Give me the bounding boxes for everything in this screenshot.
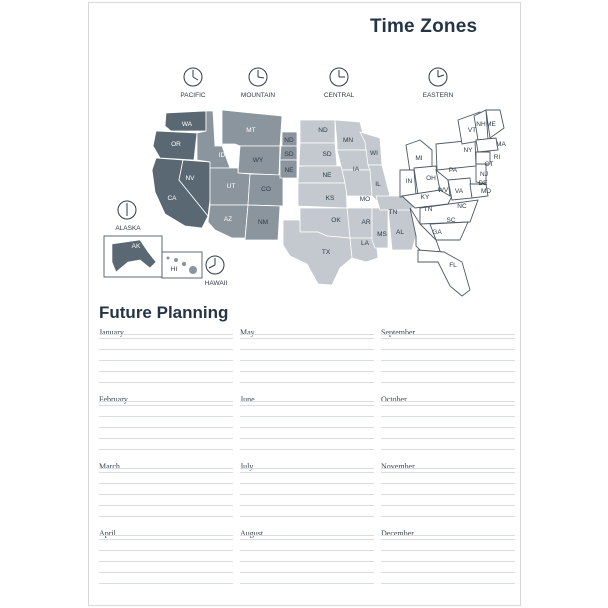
svg-text:NV: NV — [185, 175, 195, 182]
svg-text:KS: KS — [325, 195, 335, 202]
svg-text:OH: OH — [426, 175, 436, 182]
svg-text:VA: VA — [454, 188, 464, 195]
writing-line — [99, 535, 233, 536]
month-label: December — [381, 529, 414, 538]
writing-line — [240, 468, 374, 469]
writing-line — [381, 371, 515, 372]
svg-text:LA: LA — [361, 240, 369, 247]
writing-line — [99, 349, 233, 350]
writing-line — [99, 539, 233, 540]
writing-line — [99, 371, 233, 372]
writing-line — [99, 472, 233, 473]
svg-text:MO: MO — [359, 196, 371, 203]
writing-line — [381, 468, 515, 469]
writing-line — [381, 472, 515, 473]
writing-line — [381, 349, 515, 350]
writing-line — [99, 449, 233, 450]
writing-line — [240, 449, 374, 450]
svg-text:TN: TN — [388, 209, 398, 216]
writing-line — [240, 405, 374, 406]
svg-text:GA: GA — [432, 229, 442, 236]
svg-text:MA: MA — [496, 141, 506, 148]
writing-line — [381, 405, 515, 406]
month-block-november — [381, 462, 515, 524]
svg-text:AR: AR — [361, 219, 371, 226]
writing-line — [240, 516, 374, 517]
eastern-zone-label: EASTERN — [422, 92, 454, 99]
writing-line — [381, 561, 515, 562]
writing-line — [99, 516, 233, 517]
month-label: July — [240, 462, 254, 471]
month-block-february — [99, 395, 233, 457]
writing-line — [99, 550, 233, 551]
writing-line — [240, 360, 374, 361]
writing-line — [240, 338, 374, 339]
svg-text:WA: WA — [181, 121, 193, 128]
writing-line — [381, 483, 515, 484]
svg-text:TN: TN — [423, 206, 433, 213]
writing-line — [381, 416, 515, 417]
pacific-zone-label: PACIFIC — [180, 92, 206, 99]
writing-line — [99, 505, 233, 506]
month-label: June — [240, 395, 255, 404]
svg-text:MI: MI — [415, 155, 423, 162]
writing-line — [381, 535, 515, 536]
writing-line — [240, 427, 374, 428]
central-zone-label: CENTRAL — [323, 92, 355, 99]
svg-text:NE: NE — [322, 172, 332, 179]
writing-line — [240, 583, 374, 584]
mountain-zone-label: MOUNTAIN — [240, 92, 276, 99]
writing-line — [99, 334, 233, 335]
month-block-january — [99, 328, 233, 390]
svg-text:CT: CT — [484, 161, 494, 168]
writing-line — [240, 550, 374, 551]
writing-line — [381, 516, 515, 517]
writing-line — [381, 494, 515, 495]
svg-text:NC: NC — [457, 203, 467, 210]
month-label: May — [240, 328, 255, 337]
svg-text:NY: NY — [463, 147, 473, 154]
writing-line — [99, 416, 233, 417]
hawaii-zone-label: HAWAII — [204, 280, 228, 287]
svg-text:IA: IA — [352, 166, 360, 173]
svg-text:ND: ND — [318, 127, 328, 134]
month-label: April — [99, 529, 116, 538]
svg-text:AL: AL — [396, 229, 404, 236]
svg-text:AZ: AZ — [223, 216, 233, 223]
month-block-december — [381, 529, 515, 591]
svg-text:OK: OK — [331, 217, 341, 224]
writing-line — [99, 572, 233, 573]
writing-line — [381, 334, 515, 335]
svg-text:SC: SC — [446, 217, 456, 224]
alaska-zone-label: ALASKA — [115, 225, 141, 232]
writing-line — [381, 449, 515, 450]
svg-text:ME: ME — [486, 121, 496, 128]
writing-line — [99, 427, 233, 428]
writing-line — [99, 494, 233, 495]
svg-text:NH: NH — [476, 121, 486, 128]
svg-text:VT: VT — [467, 127, 477, 134]
writing-line — [240, 535, 374, 536]
month-block-june — [240, 395, 374, 457]
month-block-august — [240, 529, 374, 591]
writing-line — [99, 401, 233, 402]
writing-line — [99, 468, 233, 469]
writing-line — [99, 483, 233, 484]
hawaii-state-label: HI — [170, 266, 178, 273]
writing-line — [99, 405, 233, 406]
writing-line — [240, 472, 374, 473]
writing-line — [381, 539, 515, 540]
svg-text:ND: ND — [284, 137, 294, 144]
writing-line — [381, 550, 515, 551]
svg-text:MS: MS — [377, 231, 387, 238]
svg-text:UT: UT — [226, 183, 236, 190]
writing-line — [99, 338, 233, 339]
svg-text:TX: TX — [321, 249, 331, 256]
writing-line — [381, 360, 515, 361]
svg-text:PA: PA — [448, 167, 458, 174]
writing-line — [381, 583, 515, 584]
writing-line — [99, 561, 233, 562]
writing-line — [240, 494, 374, 495]
month-block-september — [381, 328, 515, 390]
svg-text:KY: KY — [420, 194, 430, 201]
svg-text:NE: NE — [284, 167, 294, 174]
month-label: March — [99, 462, 120, 471]
svg-text:SD: SD — [284, 151, 294, 158]
month-block-july — [240, 462, 374, 524]
writing-line — [240, 416, 374, 417]
month-block-october — [381, 395, 515, 457]
month-label: September — [381, 328, 416, 337]
writing-line — [381, 505, 515, 506]
alaska-state-label: AK — [131, 243, 141, 250]
month-label: February — [99, 395, 128, 404]
writing-line — [240, 382, 374, 383]
svg-text:NJ: NJ — [480, 171, 488, 178]
svg-text:MD: MD — [480, 188, 492, 195]
month-label: October — [381, 395, 407, 404]
writing-line — [381, 401, 515, 402]
svg-text:IL: IL — [375, 181, 381, 188]
month-label: August — [240, 529, 264, 538]
writing-line — [240, 401, 374, 402]
svg-text:MT: MT — [246, 127, 256, 134]
writing-line — [381, 427, 515, 428]
writing-line — [381, 438, 515, 439]
time-zones-title: Time Zones — [370, 16, 478, 37]
writing-line — [99, 583, 233, 584]
writing-line — [240, 539, 374, 540]
writing-line — [99, 360, 233, 361]
writing-line — [240, 561, 374, 562]
writing-line — [240, 371, 374, 372]
svg-text:RI: RI — [493, 154, 501, 161]
svg-text:WY: WY — [252, 157, 264, 164]
svg-text:IN: IN — [405, 178, 413, 185]
month-block-may — [240, 328, 374, 390]
writing-line — [240, 334, 374, 335]
writing-line — [240, 349, 374, 350]
writing-line — [99, 438, 233, 439]
svg-text:WI: WI — [370, 150, 378, 157]
month-label: November — [381, 462, 415, 471]
svg-text:MN: MN — [342, 137, 354, 144]
writing-line — [240, 483, 374, 484]
svg-text:DE: DE — [478, 180, 488, 187]
future-planning-title: Future Planning — [99, 303, 229, 322]
svg-text:SD: SD — [322, 151, 332, 158]
month-block-april — [99, 529, 233, 591]
svg-text:OR: OR — [171, 141, 181, 148]
writing-line — [381, 338, 515, 339]
writing-line — [240, 438, 374, 439]
month-block-march — [99, 462, 233, 524]
writing-line — [381, 572, 515, 573]
svg-text:CA: CA — [167, 195, 177, 202]
writing-line — [240, 572, 374, 573]
writing-line — [240, 505, 374, 506]
svg-text:NM: NM — [257, 219, 269, 226]
writing-line — [381, 382, 515, 383]
svg-text:ID: ID — [218, 152, 226, 159]
month-label: January — [99, 328, 124, 337]
writing-line — [99, 382, 233, 383]
svg-text:FL: FL — [449, 262, 457, 269]
svg-text:WV: WV — [437, 187, 449, 194]
svg-text:CO: CO — [261, 186, 271, 193]
